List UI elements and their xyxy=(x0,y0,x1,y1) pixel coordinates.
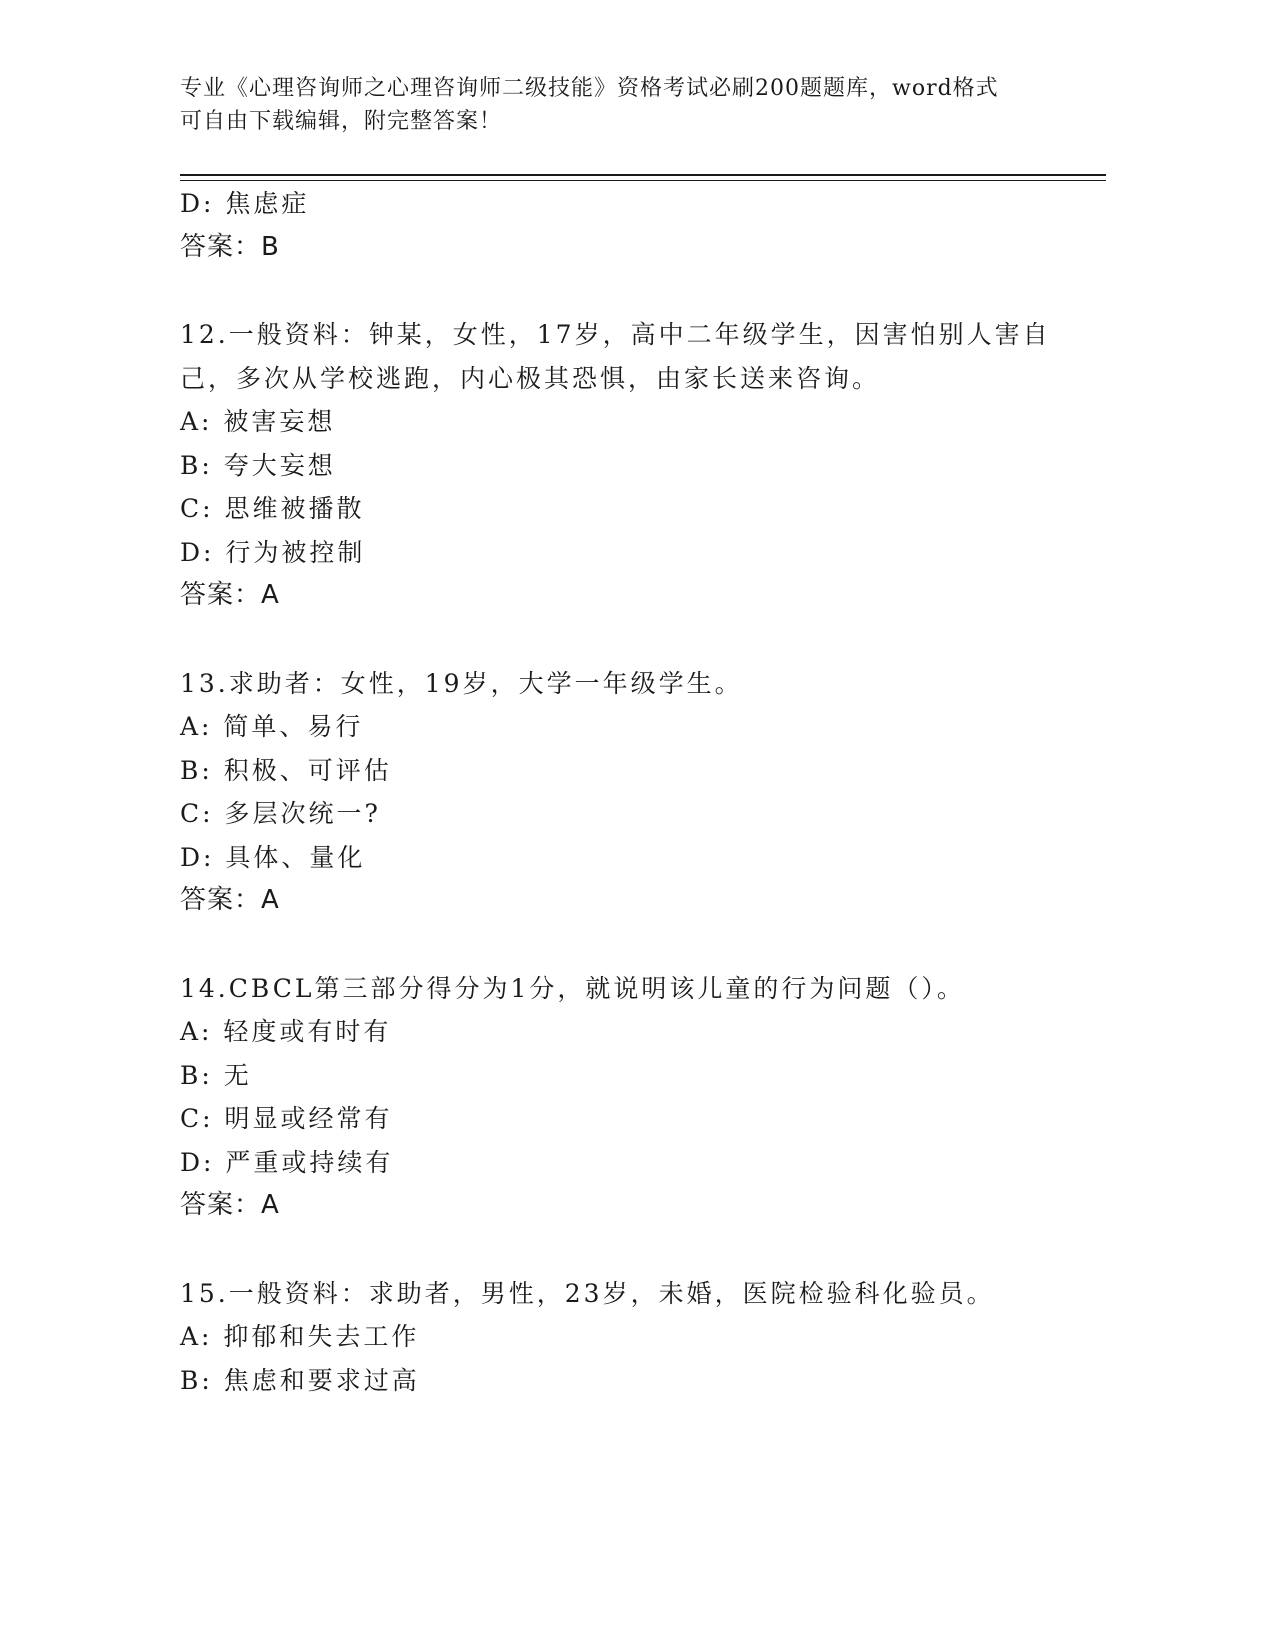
answer: 答案：A xyxy=(180,580,280,610)
prev-question-option-d: D: 焦虑症 xyxy=(180,189,310,218)
question-stem: 13.求助者：女性，19岁，大学一年级学生。 xyxy=(180,668,743,698)
header-divider-thick xyxy=(180,174,1106,176)
document-header xyxy=(180,72,1060,138)
option-a: A: 轻度或有时有 xyxy=(180,1017,392,1046)
option-c: C: 明显或经常有 xyxy=(180,1104,393,1133)
option-a: A: 抑郁和失去工作 xyxy=(180,1322,420,1351)
question-15 xyxy=(180,1272,1080,1403)
question-14 xyxy=(180,967,1080,1228)
option-b: B: 夸大妄想 xyxy=(180,450,336,480)
option-a: A: 被害妄想 xyxy=(180,407,336,436)
prev-question-answer: 答案：B xyxy=(180,231,280,262)
question-12 xyxy=(180,313,1080,618)
spacer xyxy=(180,618,1080,662)
spacer xyxy=(180,923,1080,967)
question-stem: 15.一般资料：求助者，男性，23岁，未婚，医院检验科化验员。 xyxy=(180,1278,995,1308)
spacer xyxy=(180,1228,1080,1272)
question-13 xyxy=(180,662,1080,923)
answer: 答案：A xyxy=(180,885,280,915)
question-stem: 12.一般资料：钟某，女性，17岁，高中二年级学生，因害怕别人害自 xyxy=(180,320,1051,349)
option-d: D: 具体、量化 xyxy=(180,842,366,872)
option-a: A: 简单、易行 xyxy=(180,712,364,741)
option-d: D: 严重或持续有 xyxy=(180,1147,394,1177)
question-stem: 14.CBCL第三部分得分为1分，就说明该儿童的行为问题（）。 xyxy=(180,973,965,1003)
question-list xyxy=(180,182,1080,1402)
header-title-line-2: 可自由下载编辑，附完整答案！ xyxy=(180,109,503,134)
answer: 答案：A xyxy=(180,1190,280,1220)
option-d: D: 行为被控制 xyxy=(180,537,366,567)
option-b: B: 积极、可评估 xyxy=(180,755,392,785)
option-b: B: 无 xyxy=(180,1060,252,1090)
spacer xyxy=(180,269,1080,313)
option-c: C: 思维被播散 xyxy=(180,494,365,523)
option-c: C: 多层次统一? xyxy=(180,799,381,828)
header-title-line-1: 专业《心理咨询师之心理咨询师二级技能》资格考试必刷200题题库，word格式 xyxy=(180,76,999,101)
question-stem: 己，多次从学校逃跑，内心极其恐惧，由家长送来咨询。 xyxy=(180,363,881,393)
header-divider-thin xyxy=(180,180,1106,181)
option-b: B: 焦虑和要求过高 xyxy=(180,1365,420,1395)
